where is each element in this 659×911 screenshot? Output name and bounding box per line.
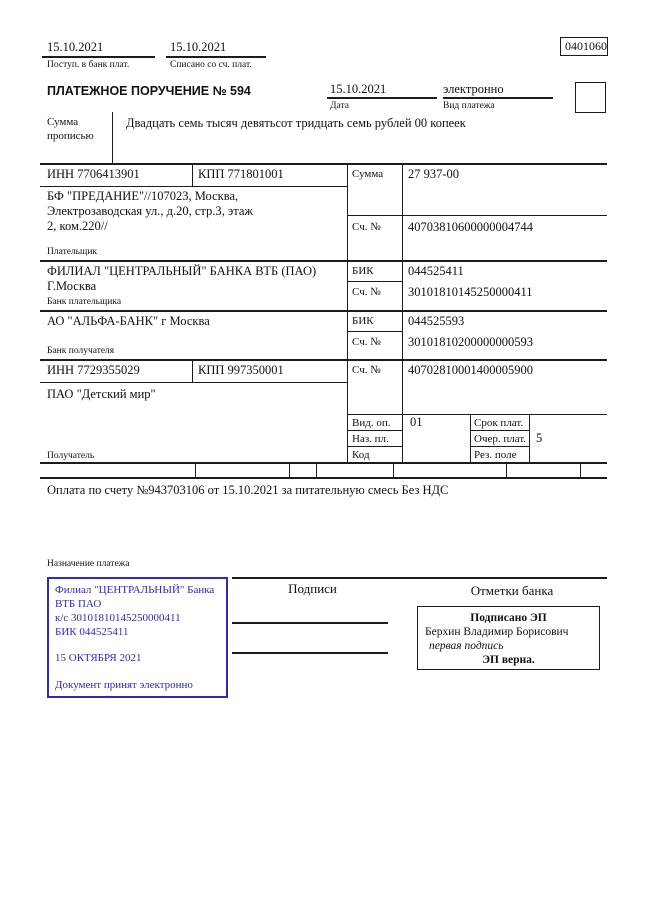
divider-tax-5 (506, 462, 507, 477)
payer-inn: ИНН 7706413901 (47, 167, 140, 181)
doc-date-value: 15.10.2021 (330, 82, 387, 96)
divider-tax-3 (316, 462, 317, 477)
bank-stamp (47, 577, 228, 698)
stamp-line-1: Филиал "ЦЕНТРАЛЬНЫЙ" Банка (55, 584, 215, 596)
payer-bank-bik-label: БИК (352, 265, 374, 277)
payer-bank-account-label: Сч. № (352, 286, 381, 298)
rule-under-payer (40, 260, 607, 262)
rule-under-bik1-label (347, 281, 402, 282)
vid-op-value: 01 (410, 415, 423, 429)
rule-under-tax-row (40, 477, 607, 479)
payee-label: Получатель (47, 451, 95, 461)
debited-date-label: Списано со сч. плат. (170, 60, 252, 70)
doc-date-label: Дата (330, 101, 349, 111)
signature-line-1 (232, 622, 388, 624)
payer-account-label: Сч. № (352, 221, 381, 233)
esign-name: Берхин Владимир Борисович (425, 626, 569, 638)
rule-under-vid-op (347, 430, 402, 431)
signature-line-2 (232, 652, 388, 654)
esign-box (417, 606, 600, 670)
kod-label: Код (352, 449, 370, 461)
rule-footer-top (232, 577, 607, 579)
rule-under-naz-pl (347, 446, 402, 447)
bank-marks-label: Отметки банка (470, 583, 554, 598)
divider-tax-1 (195, 462, 196, 477)
divider-vid-op-values (470, 414, 471, 462)
payer-bank-account: 30101810145250000411 (408, 285, 533, 299)
payer-name-line3: 2, ком.220// (47, 219, 108, 233)
rule-under-payer-bank (40, 310, 607, 312)
esign-verified: ЭП верна. (482, 654, 535, 666)
payee-bank-label: Банк получателя (47, 346, 115, 356)
amount-words-label: Сумма прописью (47, 116, 94, 142)
rule-under-debited-date (166, 56, 266, 58)
esign-role: первая подпись (429, 640, 504, 652)
divider-amount-words (112, 112, 113, 163)
received-date-label: Поступ. в банк плат. (47, 60, 130, 70)
payee-bank-account-label: Сч. № (352, 336, 381, 348)
stamp-line-4: БИК 044525411 (55, 626, 129, 638)
divider-tax-2 (289, 462, 290, 477)
divider-srok-values (529, 414, 530, 462)
status-code-box (575, 82, 606, 113)
amount-label: Сумма (352, 168, 384, 180)
document-title: ПЛАТЕЖНОЕ ПОРУЧЕНИЕ № 594 (47, 84, 251, 98)
rule-under-received-date (42, 56, 155, 58)
payer-bank-label: Банк плательщика (47, 297, 122, 307)
payment-kind-value: электронно (443, 82, 504, 96)
payer-name-line2: Электрозаводская ул., д.20, стр.3, этаж (47, 204, 254, 218)
form-code-box (560, 37, 608, 56)
payee-bank-account: 30101810200000000593 (408, 335, 533, 349)
rule-under-amount-cell (347, 215, 607, 216)
stamp-date: 15 ОКТЯБРЯ 2021 (55, 652, 142, 664)
stamp-note: Документ принят электронно (55, 679, 193, 691)
amount-words-value: Двадцать семь тысяч девятьсот тридцать семь рублей 00 копеек (126, 116, 466, 130)
payee-kpp: КПП 997350001 (198, 363, 284, 377)
payer-name-line1: БФ "ПРЕДАНИЕ"//107023, Москва, (47, 189, 239, 203)
divider-payer-inn-kpp (192, 163, 193, 186)
divider-main-right (402, 163, 403, 462)
payer-bank-bik: 044525411 (408, 264, 464, 278)
purpose-label: Назначение платежа (47, 559, 130, 569)
ocher-value: 5 (536, 431, 543, 445)
payee-name: ПАО "Детский мир" (47, 387, 156, 401)
rule-under-payee (40, 462, 607, 464)
payer-bank-name-line1: ФИЛИАЛ "ЦЕНТРАЛЬНЫЙ" БАНКА ВТБ (ПАО) (47, 264, 317, 278)
debited-date-value: 15.10.2021 (170, 40, 227, 54)
divider-main-left (347, 163, 348, 462)
rule-above-vid-op (347, 414, 607, 415)
vid-op-label: Вид. оп. (352, 417, 391, 429)
stamp-line-2: ВТБ ПАО (55, 598, 102, 610)
rule-under-date (327, 97, 437, 99)
amount-value: 27 937-00 (408, 167, 460, 181)
rule-under-payment-kind (443, 97, 553, 99)
rule-under-payer-inn (40, 186, 347, 187)
payee-account: 40702810001400005900 (408, 363, 533, 377)
form-code: 0401060 (565, 39, 607, 53)
rule-under-payee-inn (40, 382, 347, 383)
rule-top-of-table (40, 163, 607, 165)
rule-under-srok (470, 430, 529, 431)
divider-tax-6 (580, 462, 581, 477)
received-date-value: 15.10.2021 (47, 40, 104, 54)
payee-bank-bik-label: БИК (352, 315, 374, 327)
rule-under-bik2-label (347, 331, 402, 332)
ocher-label: Очер. плат. (474, 433, 527, 445)
esign-title: Подписано ЭП (470, 612, 547, 624)
payer-label: Плательщик (47, 247, 98, 257)
purpose-text: Оплата по счету №943703106 от 15.10.2021 за питательную смесь Без НДС (47, 483, 449, 497)
rule-under-ocher (470, 446, 529, 447)
naz-pl-label: Наз. пл. (352, 433, 389, 445)
divider-payee-inn-kpp (192, 359, 193, 382)
rule-under-payee-bank (40, 359, 607, 361)
payee-bank-name: АО "АЛЬФА-БАНК" г Москва (47, 314, 210, 328)
payer-account: 40703810600000004744 (408, 220, 533, 234)
payer-bank-name-line2: Г.Москва (47, 279, 97, 293)
payer-kpp: КПП 771801001 (198, 167, 284, 181)
rez-pole-label: Рез. поле (474, 449, 517, 461)
signatures-label: Подписи (288, 581, 337, 596)
payee-account-label: Сч. № (352, 364, 381, 376)
payee-bank-bik: 044525593 (408, 314, 465, 328)
divider-tax-4 (393, 462, 394, 477)
payee-inn: ИНН 7729355029 (47, 363, 140, 377)
srok-label: Срок плат. (474, 417, 524, 429)
payment-kind-label: Вид платежа (443, 101, 495, 111)
stamp-line-3: к/с 30101810145250000411 (55, 612, 181, 624)
